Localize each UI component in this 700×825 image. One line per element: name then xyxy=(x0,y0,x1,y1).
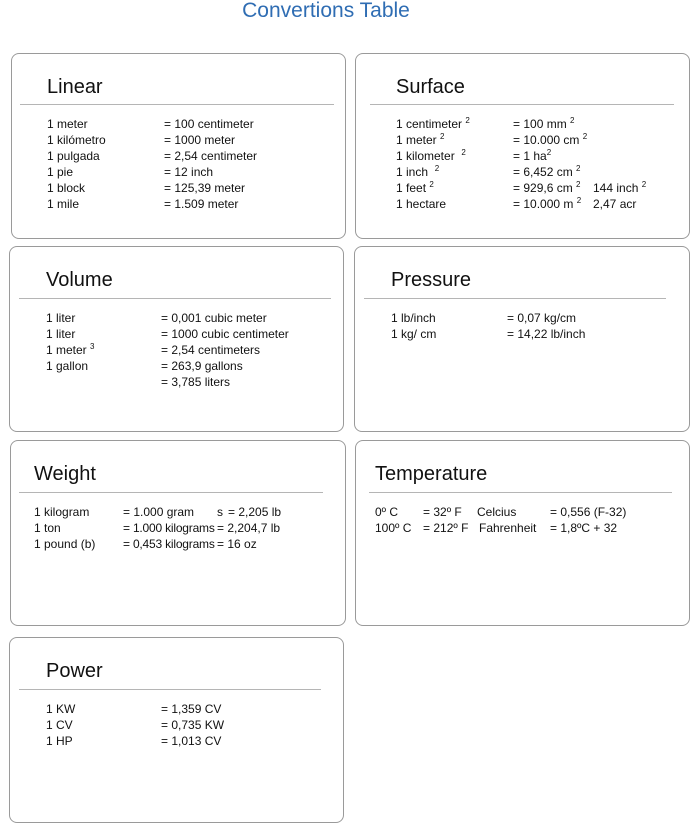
unit-value: = 1000 meter xyxy=(164,133,236,147)
unit-value: = 32º F xyxy=(423,505,462,519)
title-divider xyxy=(19,689,321,690)
pressure-card xyxy=(354,246,690,432)
unit-label xyxy=(46,374,161,390)
unit-value: = 10.000 cm xyxy=(513,133,580,147)
unit-value: = 14,22 lb/inch xyxy=(507,327,586,341)
scale-name: Celcius xyxy=(477,505,517,519)
conversion-row xyxy=(46,310,289,326)
card-title: Power xyxy=(46,660,103,682)
unit-label: 1 ton xyxy=(34,521,61,535)
unit-label: 1 meter xyxy=(47,117,88,131)
unit-value: = 0,001 cubic meter xyxy=(161,311,267,325)
card-title: Volume xyxy=(46,269,113,291)
conversion-row xyxy=(46,374,289,390)
unit-label: 1 mile xyxy=(47,197,80,211)
unit-value: = 100 centimeter xyxy=(164,117,254,131)
exponent: 3 xyxy=(90,342,95,351)
conversion-list xyxy=(34,504,281,552)
unit-label: 1 feet xyxy=(396,181,427,195)
unit-value-alt: = 16 oz xyxy=(217,537,257,551)
conversion-row xyxy=(34,536,281,552)
unit-value: = 1.000 gram xyxy=(123,505,195,519)
unit-value: = 929,6 cm xyxy=(513,181,573,195)
conversion-row xyxy=(396,148,646,164)
exponent: 2 xyxy=(465,116,470,125)
conversion-row xyxy=(396,132,646,148)
unit-value: = 100 mm xyxy=(513,117,567,131)
unit-label: 1 pulgada xyxy=(47,149,100,163)
conversion-row xyxy=(34,520,281,536)
unit-label: 1 inch xyxy=(396,165,429,179)
unit-label: 1 pie xyxy=(47,165,74,179)
conversion-row xyxy=(375,520,626,536)
unit-value: = 0,453 kilograms xyxy=(123,537,215,551)
conversion-row xyxy=(46,733,224,749)
unit-value: = 12 inch xyxy=(164,165,214,179)
unit-label: 1 kg/ cm xyxy=(391,327,437,341)
formula: = 0,556 (F-32) xyxy=(550,505,627,519)
card-title: Surface xyxy=(396,76,465,98)
unit-label: 1 lb/inch xyxy=(391,311,436,325)
unit-value: = 263,9 gallons xyxy=(161,359,243,373)
unit-label: 1 gallon xyxy=(46,359,89,373)
unit-value: = 2,54 centimeters xyxy=(161,343,261,357)
conversion-row xyxy=(47,180,257,196)
surface-card xyxy=(355,53,690,239)
linear-card xyxy=(11,53,346,239)
unit-label: 1 kilogram xyxy=(34,505,90,519)
conversion-list xyxy=(47,116,257,212)
card-title: Weight xyxy=(34,463,96,485)
conversion-row xyxy=(47,164,257,180)
conversion-row xyxy=(46,326,289,342)
conversion-list xyxy=(391,310,585,342)
unit-label: 1 HP xyxy=(46,734,73,748)
conversion-row xyxy=(34,504,281,520)
unit-value-alt: = 2,204,7 lb xyxy=(217,521,281,535)
unit-value: = 1,013 CV xyxy=(161,734,222,748)
unit-label: 0º C xyxy=(375,505,399,519)
conversion-row xyxy=(46,701,224,717)
unit-value: = 1.000 kilograms xyxy=(123,521,215,535)
weight-card xyxy=(10,440,346,626)
conversion-row xyxy=(46,717,224,733)
unit-value: = 3,785 liters xyxy=(161,375,231,389)
exponent: 2 xyxy=(576,196,582,205)
power-card xyxy=(9,637,344,823)
conversion-list xyxy=(375,504,626,536)
card-title: Temperature xyxy=(375,463,488,485)
exponent: 2 xyxy=(429,180,434,189)
formula: = 1,8ºC + 32 xyxy=(550,521,618,535)
conversion-row xyxy=(396,196,646,212)
unit-extra: 2,47 acr xyxy=(593,197,637,211)
title-divider xyxy=(19,492,323,493)
unit-value: = 0,735 KW xyxy=(161,718,225,732)
unit-value: = 125,39 meter xyxy=(164,181,246,195)
card-title: Pressure xyxy=(391,269,472,291)
unit-label: 1 block xyxy=(47,181,86,195)
scale-name: Fahrenheit xyxy=(479,521,537,535)
conversion-row xyxy=(396,116,646,132)
unit-value: = 1,359 CV xyxy=(161,702,222,716)
unit-extra: s xyxy=(217,505,223,519)
unit-label: 1 pound (b) xyxy=(34,537,96,551)
card-title: Linear xyxy=(47,76,103,98)
title-divider xyxy=(370,104,674,105)
unit-label: 1 KW xyxy=(46,702,76,716)
exponent: 2 xyxy=(440,132,445,141)
unit-value: = 10.000 m xyxy=(513,197,574,211)
unit-value: = 1 ha xyxy=(513,149,547,163)
conversion-list xyxy=(396,116,646,212)
unit-label: 1 meter xyxy=(396,133,437,147)
page-title: Convertions Table xyxy=(242,0,410,22)
unit-value: = 0,07 kg/cm xyxy=(507,311,577,325)
conversion-row xyxy=(47,196,257,212)
unit-label: 1 kilometer xyxy=(396,149,455,163)
temperature-card xyxy=(355,440,690,626)
title-divider xyxy=(20,104,334,105)
conversion-row xyxy=(391,310,585,326)
unit-value: = 1.509 meter xyxy=(164,197,239,211)
unit-value: = 212º F xyxy=(423,521,469,535)
conversion-list xyxy=(46,701,224,749)
conversion-row xyxy=(46,358,289,374)
conversion-row xyxy=(391,326,585,342)
title-divider xyxy=(369,492,672,493)
unit-value-alt: = 2,205 lb xyxy=(228,505,282,519)
exponent: 2 xyxy=(461,148,466,157)
conversion-row xyxy=(46,342,289,358)
volume-card xyxy=(9,246,344,432)
unit-value: = 6,452 cm xyxy=(513,165,573,179)
unit-value: = 2,54 centimeter xyxy=(164,149,258,163)
conversion-row xyxy=(396,164,646,180)
conversion-row xyxy=(47,116,257,132)
conversion-row xyxy=(375,504,626,520)
conversion-row xyxy=(47,132,257,148)
conversion-list xyxy=(46,310,289,390)
conversion-row xyxy=(47,148,257,164)
exponent: 2 xyxy=(570,116,575,125)
unit-label: 1 meter xyxy=(46,343,87,357)
exponent: 2 xyxy=(582,132,588,141)
exponent: 2 xyxy=(641,180,647,189)
unit-label: 1 CV xyxy=(46,718,73,732)
exponent: 2 xyxy=(576,164,581,173)
unit-label: 100º C xyxy=(375,521,412,535)
unit-label: 1 kilómetro xyxy=(47,133,106,147)
exponent: 2 xyxy=(576,180,581,189)
unit-value: = 1000 cubic centimeter xyxy=(161,327,289,341)
title-divider xyxy=(364,298,666,299)
exponent: 2 xyxy=(546,148,552,157)
unit-extra: 144 inch xyxy=(593,181,639,195)
unit-label: 1 hectare xyxy=(396,197,447,211)
exponent: 2 xyxy=(434,164,440,173)
unit-label: 1 liter xyxy=(46,311,76,325)
conversion-row xyxy=(396,180,646,196)
unit-label: 1 centimeter xyxy=(396,117,463,131)
title-divider xyxy=(19,298,331,299)
unit-label: 1 liter xyxy=(46,327,76,341)
